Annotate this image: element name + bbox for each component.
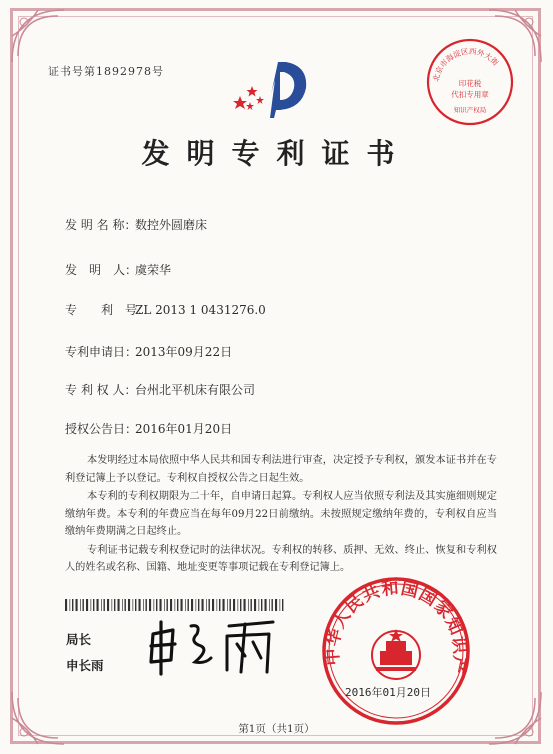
field-patent-number: 专 利 号：ZL 2013 1 0431276.0	[65, 303, 266, 317]
barcode-bar	[83, 599, 84, 611]
barcode-bar	[227, 599, 228, 611]
tax-seal-stamp	[424, 36, 516, 128]
seal-date: 2016年01月20日	[345, 686, 431, 699]
barcode-bar	[282, 599, 283, 611]
barcode-bar	[139, 599, 141, 611]
barcode-bar	[125, 599, 126, 611]
barcode-bar	[280, 599, 281, 611]
barcode-bar	[177, 599, 178, 611]
svg-text:中华人民共和国国家知识产权局: 中华人民共和国国家知识产	[322, 578, 470, 676]
barcode-bar	[202, 599, 204, 611]
barcode-bar	[104, 599, 105, 611]
barcode-bar	[240, 599, 241, 611]
barcode-bar	[244, 599, 246, 611]
barcode-bar	[133, 599, 134, 611]
barcode-bar	[198, 599, 199, 611]
barcode-bar	[217, 599, 218, 611]
corner-ornament-bottom-left	[8, 688, 68, 748]
barcode-bar	[107, 599, 109, 611]
barcode-bar	[188, 599, 189, 611]
barcode-bar	[101, 599, 102, 611]
barcode-bar	[181, 599, 183, 611]
barcode-bar	[223, 599, 225, 611]
barcode-bar	[230, 599, 231, 611]
barcode-bar	[259, 599, 260, 611]
barcode-bar	[146, 599, 147, 611]
director-signature	[145, 612, 285, 682]
body-paragraph: 本专利的专利权期限为二十年，自申请日起算。专利权人应当依照专利法及其实施细则规定缴纳年费。本专利的年费应当在每年09月22日前缴纳。未按照规定缴纳年费的，专利权自应当缴纳年费期满之日起终止。	[65, 491, 497, 537]
barcode	[65, 596, 285, 608]
barcode-bar	[135, 599, 136, 611]
barcode-bar	[175, 599, 176, 611]
barcode-bar	[72, 599, 73, 611]
barcode-bar	[191, 599, 193, 611]
svg-text:北京市海淀区西外大街: 北京市海淀区西外大街	[431, 46, 501, 83]
barcode-bar	[212, 599, 214, 611]
barcode-bar	[91, 599, 92, 611]
barcode-bar	[275, 599, 277, 611]
barcode-bar	[118, 599, 120, 611]
barcode-bar	[248, 599, 249, 611]
barcode-bar	[80, 599, 81, 611]
barcode-bar	[272, 599, 273, 611]
svg-text:代扣专用章: 代扣专用章	[451, 90, 489, 99]
barcode-bar	[70, 599, 71, 611]
field-application-date: 专利申请日：2013年09月22日	[65, 345, 233, 359]
director-title: 局长	[66, 632, 92, 647]
barcode-bar	[238, 599, 239, 611]
barcode-bar	[206, 599, 207, 611]
patent-office-logo	[228, 58, 318, 120]
barcode-bar	[170, 599, 172, 611]
barcode-bar	[219, 599, 220, 611]
svg-text:印花税: 印花税	[458, 79, 482, 88]
barcode-bar	[149, 599, 151, 611]
barcode-bar	[269, 599, 270, 611]
corner-ornament-top-left	[8, 6, 68, 66]
barcode-bar	[185, 599, 186, 611]
barcode-bar	[251, 599, 252, 611]
barcode-bar	[86, 599, 88, 611]
barcode-bar	[65, 599, 67, 611]
barcode-bar	[143, 599, 144, 611]
director-name: 申长雨	[66, 658, 104, 673]
barcode-bar	[164, 599, 165, 611]
barcode-bar	[93, 599, 94, 611]
barcode-bar	[233, 599, 235, 611]
barcode-bar	[261, 599, 262, 611]
barcode-bar	[209, 599, 210, 611]
certificate-body-text	[65, 452, 497, 578]
barcode-bar	[160, 599, 162, 611]
corner-ornament-bottom-right	[485, 688, 545, 748]
barcode-bar	[156, 599, 157, 611]
body-paragraph: 本发明经过本局依照中华人民共和国专利法进行审查，决定授予专利权，颁发本证书并在专利登记簿上予以登记。专利权自授权公告之日起生效。	[65, 455, 497, 484]
barcode-bar	[196, 599, 197, 611]
field-inventor: 发 明 人：虞荣华	[65, 263, 172, 277]
official-seal-stamp	[320, 575, 472, 727]
barcode-bar	[128, 599, 130, 611]
certificate-number: 证书号第1892978号	[48, 65, 164, 78]
barcode-bar	[122, 599, 123, 611]
barcode-bar	[97, 599, 99, 611]
field-patentee: 专 利 权 人：台州北平机床有限公司	[65, 383, 256, 397]
certificate-title: 发明专利证书	[141, 137, 412, 170]
field-invention-name: 发 明 名 称：数控外圆磨床	[65, 218, 208, 232]
page-number: 第1页（共1页）	[238, 723, 315, 735]
barcode-bar	[254, 599, 256, 611]
svg-text:知识产权局: 知识产权局	[453, 106, 487, 114]
barcode-bar	[114, 599, 115, 611]
body-paragraph: 专利证书记载专利权登记时的法律状况。专利权的转移、质押、无效、终止、恢复和专利权人的姓名或名称、国籍、地址变更等事项记载在专利登记簿上。	[65, 544, 497, 573]
barcode-bar	[112, 599, 113, 611]
barcode-bar	[265, 599, 267, 611]
barcode-bar	[76, 599, 78, 611]
barcode-bar	[167, 599, 168, 611]
field-grant-date: 授权公告日：2016年01月20日	[65, 422, 233, 436]
barcode-bar	[154, 599, 155, 611]
